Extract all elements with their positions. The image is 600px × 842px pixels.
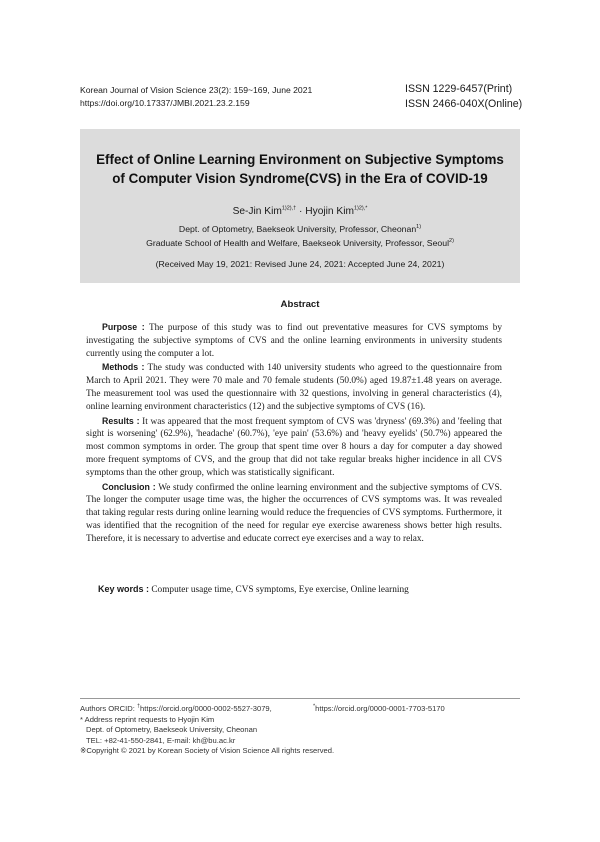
orcid-2	[313, 704, 445, 715]
author-2-affil-mark: 1)2),*	[353, 205, 368, 212]
affiliation-1-mark: 1)	[416, 224, 422, 231]
affiliation-2-text: Graduate School of Health and Welfare, Baekseok University, Professor, Seoul	[146, 238, 450, 248]
orcid-prefix: Authors ORCID:	[80, 704, 137, 713]
keywords	[98, 583, 502, 597]
doi-link[interactable]: https://doi.org/10.17337/JMBI.2021.23.2.159	[80, 97, 250, 108]
title-box	[80, 129, 520, 283]
reprint-dept: Dept. of Optometry, Baekseok University, Cheonan	[86, 725, 258, 735]
issn-print: ISSN 1229-6457(Print)	[405, 83, 513, 95]
author-1-affil-mark: 1)2),†	[281, 205, 297, 212]
journal-header	[80, 84, 312, 109]
reprint-contact: TEL: +82-41-550-2841, E-mail: kh@bu.ac.kr	[86, 735, 236, 745]
footnotes	[80, 703, 445, 757]
author-separator: ·	[296, 206, 306, 217]
conclusion-label: Conclusion :	[102, 481, 156, 492]
submission-dates: (Received May 19, 2021: Revised June 24, 2021: Accepted June 24, 2021)	[155, 259, 445, 269]
issn-online: ISSN 2466-040X(Online)	[405, 97, 523, 110]
abstract-heading: Abstract	[280, 299, 320, 310]
purpose-text: The purpose of this study was to find out preventative measures for CVS symptoms by investigating the subjective symptoms of CVS and the online learning environments in university students currently using the computer a lot.	[86, 323, 502, 359]
abstract-conclusion	[86, 481, 502, 546]
title-line-1: Effect of Online Learning Environment on Subjective Symptoms	[96, 152, 504, 167]
article-title	[80, 151, 520, 188]
keywords-label: Key words :	[98, 584, 150, 594]
copyright: ※Copyright © 2021 by Korean Society of Vision Science All rights reserved.	[80, 746, 335, 756]
orcid-2-link[interactable]: https://orcid.org/0000-0001-7703-5170	[315, 704, 445, 713]
methods-label: Methods :	[102, 362, 145, 373]
conclusion-text: We study confirmed the online learning environment and the subjective symptoms of CVS. The longer the computer usage time was, the higher the occurrences of CVS symptoms was. It was revealed that taking regular rests during online learning would reduce the frequencies of CVS symptoms. Furthermore, it was identified that the recognition of the need for regular eye exercise awareness shows better high results. Therefore, it is necessary to advertise and educate correct eye exercises and a way to relax.	[86, 482, 502, 544]
title-line-2: of Computer Vision Syndrome(CVS) in the Era of COVID-19	[112, 170, 488, 186]
orcid-2-mark: *	[313, 703, 316, 710]
affiliation-2-mark: 2)	[449, 238, 454, 245]
issn-block	[405, 82, 522, 111]
purpose-label: Purpose :	[102, 322, 145, 332]
affiliation-1	[80, 223, 520, 235]
reprint-request: * Address reprint requests to Hyojin Kim	[80, 714, 215, 724]
results-label: Results :	[102, 415, 140, 426]
results-text: It was appeared that the most frequent symptom of CVS was 'dryness' (69.3%) and 'feeling that sight is worsening' (62.9%), 'headache' (60.7%), 'eye pain' (53.6%) and 'heavy eyelids' (50.7%) appeared the most common symptoms in order. The group that spent time over 8 hours a day for computer a day showed more frequent symptoms of CVS, and the group that did not take regular breaks higher incidence in all CVS symptoms than the other group, which was statistically significant.	[86, 416, 502, 478]
footnote-divider	[80, 698, 520, 699]
affiliation-1-text: Dept. of Optometry, Baekseok University, Professor, Cheonan	[178, 224, 417, 234]
abstract-body	[86, 321, 502, 547]
affiliation-2	[80, 237, 520, 249]
orcid-line	[80, 703, 445, 715]
orcid-1-mark: †	[136, 703, 141, 710]
abstract-results	[86, 415, 502, 480]
author-2: Hyojin Kim	[305, 206, 354, 217]
author-1: Se-Jin Kim	[232, 206, 282, 217]
abstract-methods	[86, 361, 502, 413]
keywords-text: Computer usage time, CVS symptoms, Eye exercise, Online learning	[149, 585, 409, 595]
author-list	[80, 205, 520, 218]
journal-citation: Korean Journal of Vision Science 23(2): 159~169, June 2021	[80, 85, 313, 95]
methods-text: The study was conducted with 140 university students who agreed to the questionnaire from March to April 2021. They were 70 male and 70 female students (50.0%) aged 19.87±1.48 years on average. The measurement tool was used the questionnaire with 32 questions, involving in general characteristics (4), online learning environment characteristics (12) and the subjective symptoms of CVS (16).	[86, 363, 502, 412]
orcid-1-link[interactable]: https://orcid.org/0000-0002-5527-3079,	[140, 704, 272, 713]
abstract-purpose	[86, 321, 502, 360]
